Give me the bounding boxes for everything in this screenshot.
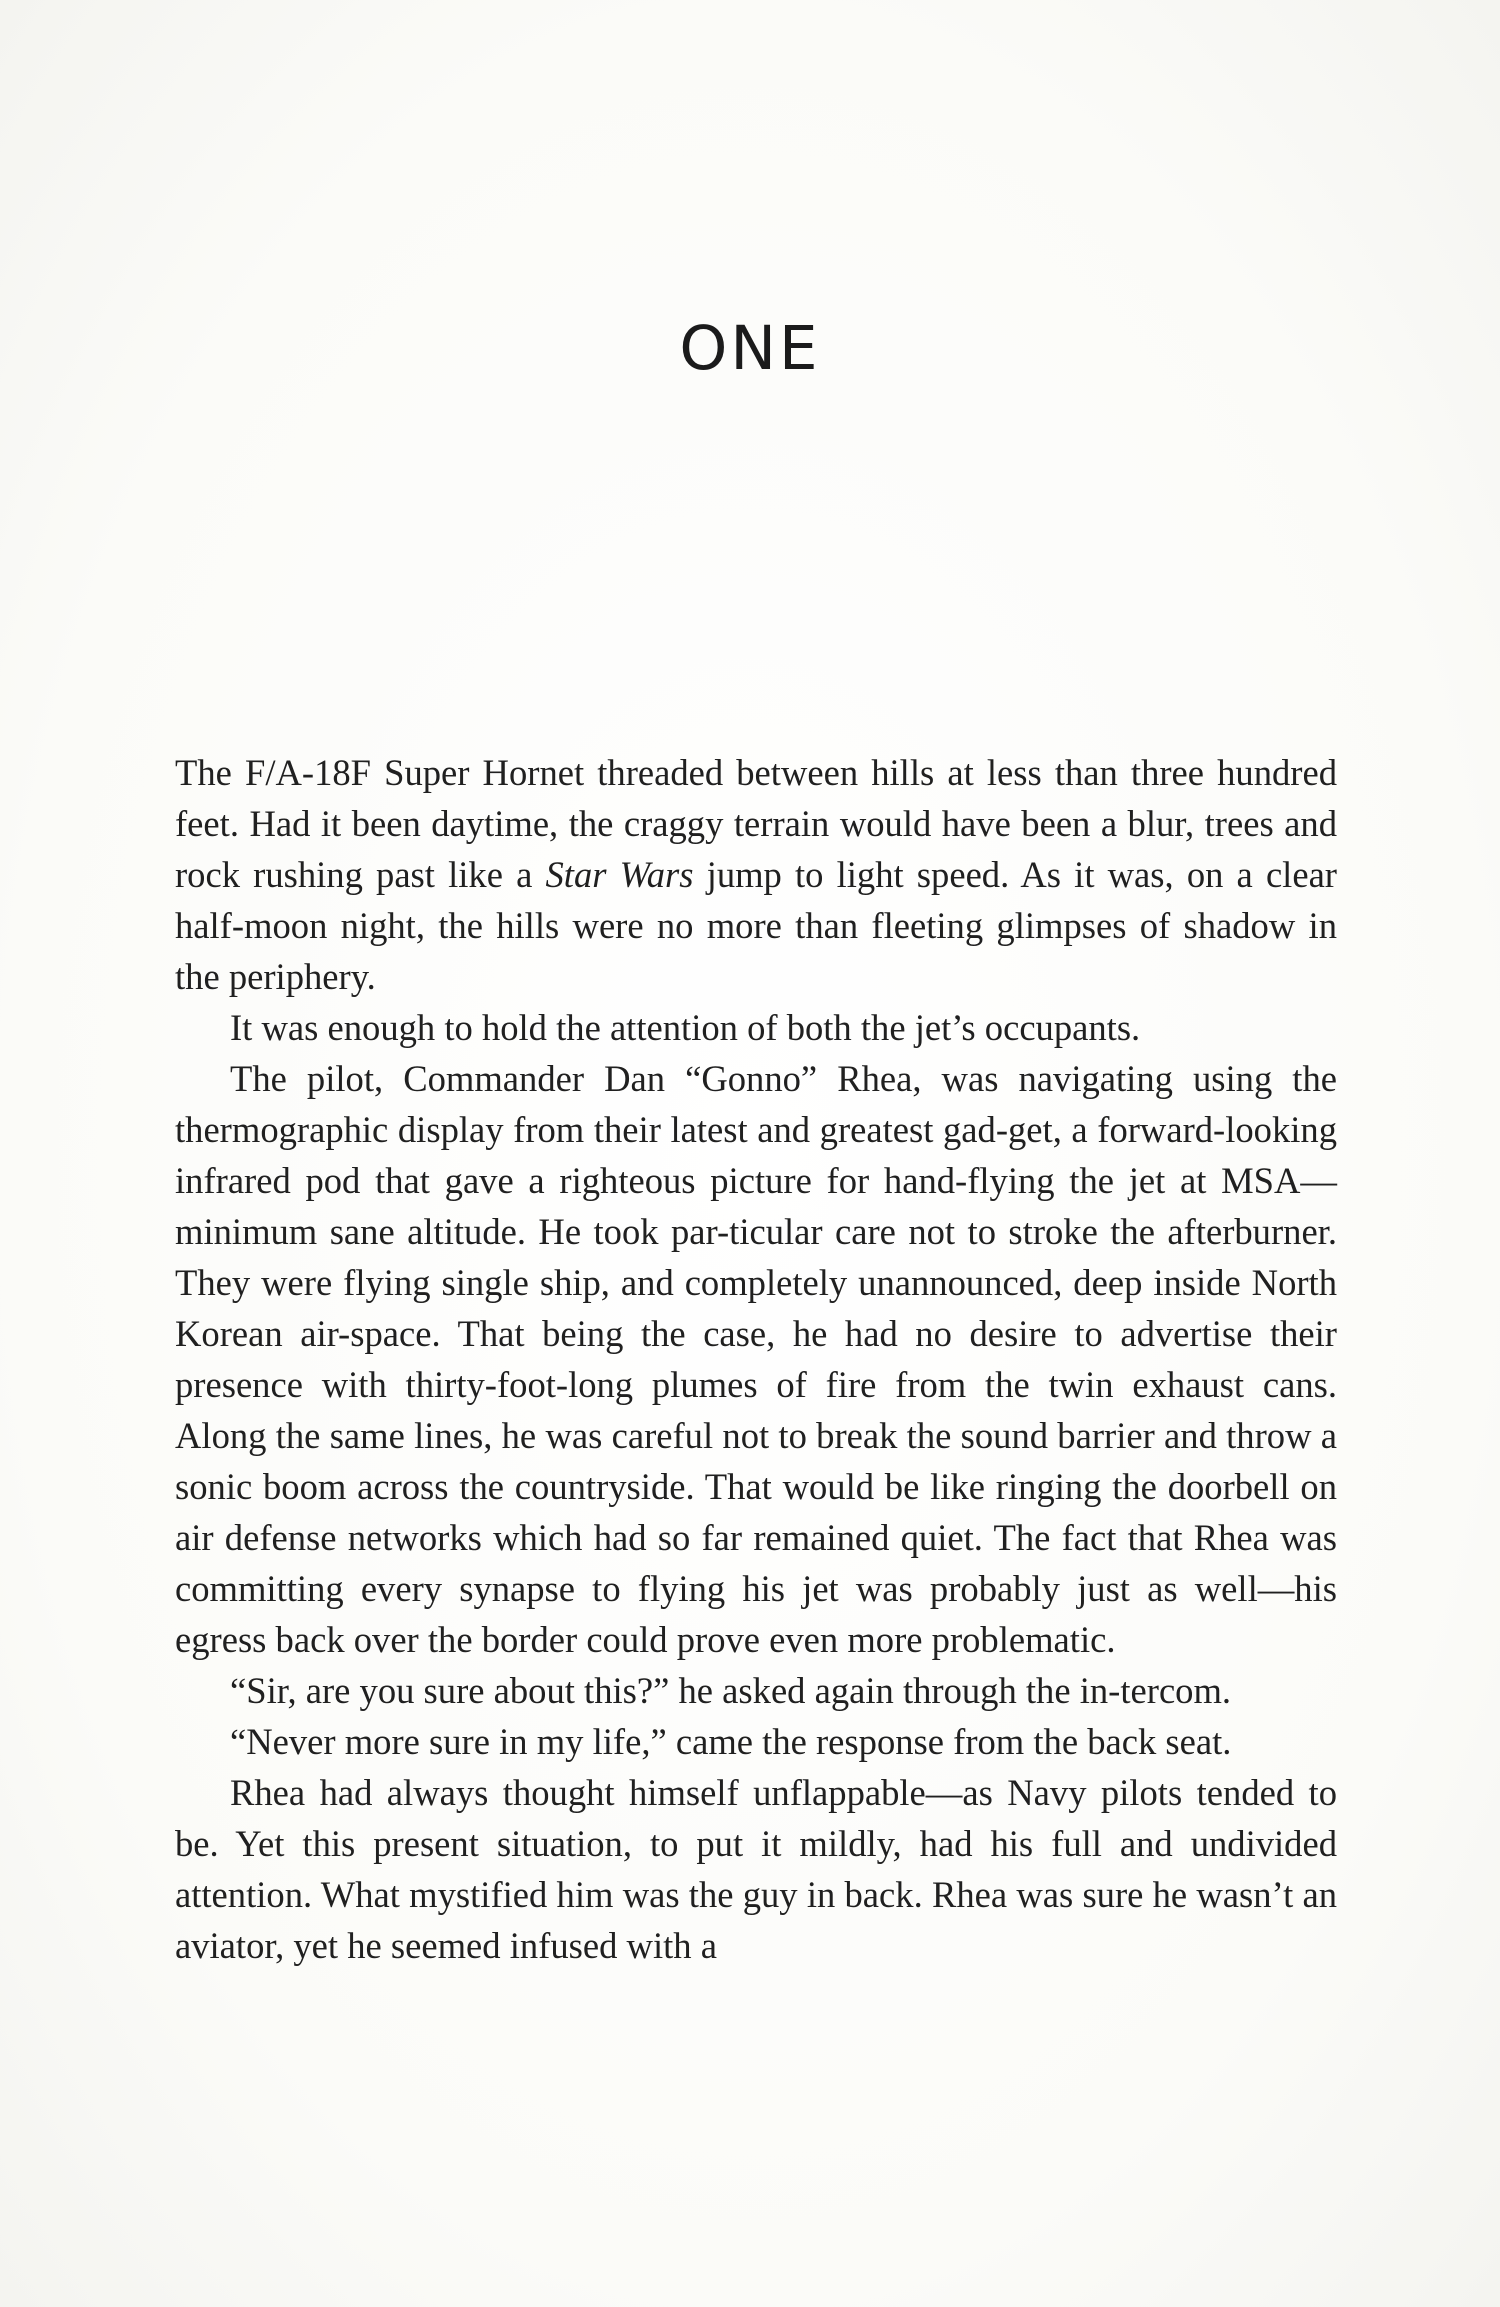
paragraph-text: jump to light speed. As it was, on a clear half-moon night, the hills were no more than fleeting glimpses of shadow in the periphery.: [175, 854, 1337, 997]
paragraph: [175, 747, 1337, 1002]
paragraph-text: The F/A-18F Super Hornet threaded between hills at less than three hundred feet. Had it been daytime, the craggy terrain would have been a blur, trees and rock rushing past like a: [175, 752, 1337, 895]
paragraph: “Never more sure in my life,” came the response from the back seat.: [230, 1721, 1232, 1762]
paragraph: Rhea had always thought himself unflappable—as Navy pilots tended to be. Yet this present situation, to put it mildly, had his full and undivided attention. What mystified him was the guy in back. Rhea was sure he wasn’t an aviator, yet he seemed infused with a: [175, 1772, 1337, 1966]
chapter-body: [175, 747, 1337, 1971]
chapter-title: ONE: [679, 313, 821, 384]
paragraph: “Sir, are you sure about this?” he asked again through the in-tercom.: [230, 1670, 1232, 1711]
italic-title: Star Wars: [545, 854, 694, 895]
paragraph: The pilot, Commander Dan “Gonno” Rhea, was navigating using the thermographic display from their latest and greatest gad-get, a forward-looking infrared pod that gave a righteous picture for hand-flying the jet at MSA—minimum sane altitude. He took par-ticular care not to stroke the afterburner. They were flying single ship, and completely unannounced, deep inside North Korean air-space. That being the case, he had no desire to advertise their presence with thirty-foot-long plumes of fire from the twin exhaust cans. Along the same lines, he was careful not to break the sound barrier and throw a sonic boom across the countryside. That would be like ringing the doorbell on air defense networks which had so far remained quiet. The fact that Rhea was committing every synapse to flying his jet was probably just as well—his egress back over the border could prove even more problematic.: [175, 1058, 1337, 1660]
paragraph: It was enough to hold the attention of both the jet’s occupants.: [230, 1007, 1141, 1048]
